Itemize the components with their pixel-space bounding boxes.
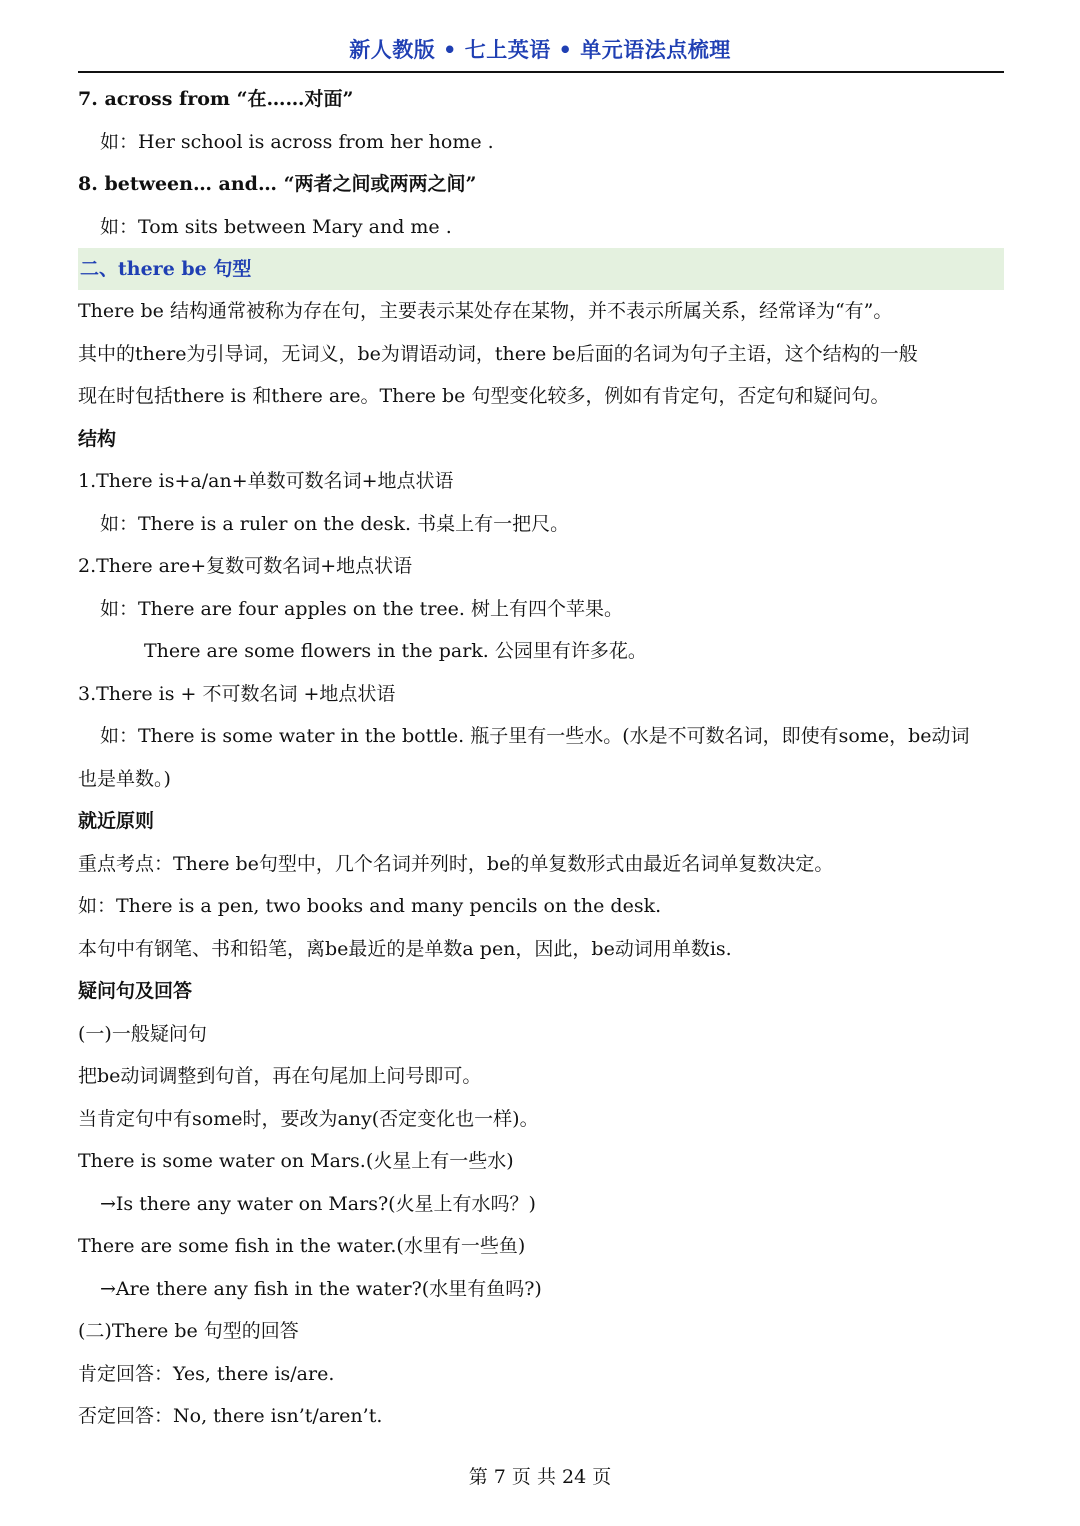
page-header-title: 新人教版 • 七上英语 • 单元语法点梳理 [349, 38, 731, 62]
subheading-structure: 结构 [78, 427, 117, 450]
paragraph-line: 重点考点：There be句型中，几个名词并列时，be的单复数形式由最近名词单复数决定。 [78, 852, 834, 875]
header-divider [78, 71, 1004, 73]
item-heading-across-from: 7. across from “在……对面” [78, 88, 354, 110]
example-line: 如：There is some water in the bottle. 瓶子里有一些水。(水是不可数名词，即使有some，be动词 [100, 725, 970, 747]
subheading-proximity-rule: 就近原则 [78, 810, 155, 832]
section-heading-there-be: 二、there be 句型 [78, 248, 1004, 290]
paragraph-line: 当肯定句中有some时，要改为any(否定变化也一样)。 [78, 1107, 539, 1130]
paragraph-line: (二)There be 句型的回答 [78, 1320, 299, 1342]
page-number: 第 7 页 共 24 页 [468, 1466, 612, 1488]
paragraph-line: (一)一般疑问句 [78, 1022, 207, 1045]
rule-line: 1.There is+a/an+单数可数名词+地点状语 [78, 470, 454, 492]
subheading-questions-answers: 疑问句及回答 [78, 980, 193, 1002]
example-line: →Is there any water on Mars?(火星上有水吗？) [100, 1192, 536, 1215]
paragraph-line: 现在时包括there is 和there are。There be 句型变化较多，例如有肯定句，否定句和疑问句。 [78, 385, 890, 407]
document-body [78, 78, 1004, 1438]
paragraph-line: 本句中有钢笔、书和铅笔，离be最近的是单数a pen，因此，be动词用单数is. [78, 937, 732, 960]
paragraph-line: 把be动词调整到句首，再在句尾加上问号即可。 [78, 1065, 482, 1087]
example-line: 如：Her school is across from her home . [100, 130, 494, 153]
example-line: 如：Tom sits between Mary and me . [100, 215, 452, 238]
example-line: There are some flowers in the park. 公园里有许多花。 [144, 640, 647, 662]
example-line: 如：There is a pen, two books and many pencils on the desk. [78, 895, 662, 917]
example-line: 如：There is a ruler on the desk. 书桌上有一把尺。 [100, 512, 570, 535]
example-line: 如：There are four apples on the tree. 树上有四个苹果。 [100, 597, 623, 620]
paragraph-line: 其中的there为引导词，无词义，be为谓语动词，there be后面的名词为句子主语，这个结构的一般 [78, 342, 918, 365]
example-line: There are some fish in the water.(水里有一些鱼) [78, 1235, 526, 1257]
answer-line: 否定回答：No, there isn’t/aren’t. [78, 1405, 383, 1427]
item-heading-between-and: 8. between… and… “两者之间或两两之间” [78, 173, 477, 195]
example-line: There is some water on Mars.(火星上有一些水) [78, 1150, 514, 1172]
example-line: →Are there any fish in the water?(水里有鱼吗?) [100, 1277, 542, 1300]
answer-line: 肯定回答：Yes, there is/are. [78, 1362, 335, 1385]
rule-line: 3.There is + 不可数名词 +地点状语 [78, 682, 396, 705]
paragraph-line: 也是单数。) [78, 767, 171, 790]
rule-line: 2.There are+复数可数名词+地点状语 [78, 555, 413, 577]
paragraph-line: There be 结构通常被称为存在句，主要表示某处存在某物，并不表示所属关系，经常译为“有”。 [78, 300, 893, 322]
